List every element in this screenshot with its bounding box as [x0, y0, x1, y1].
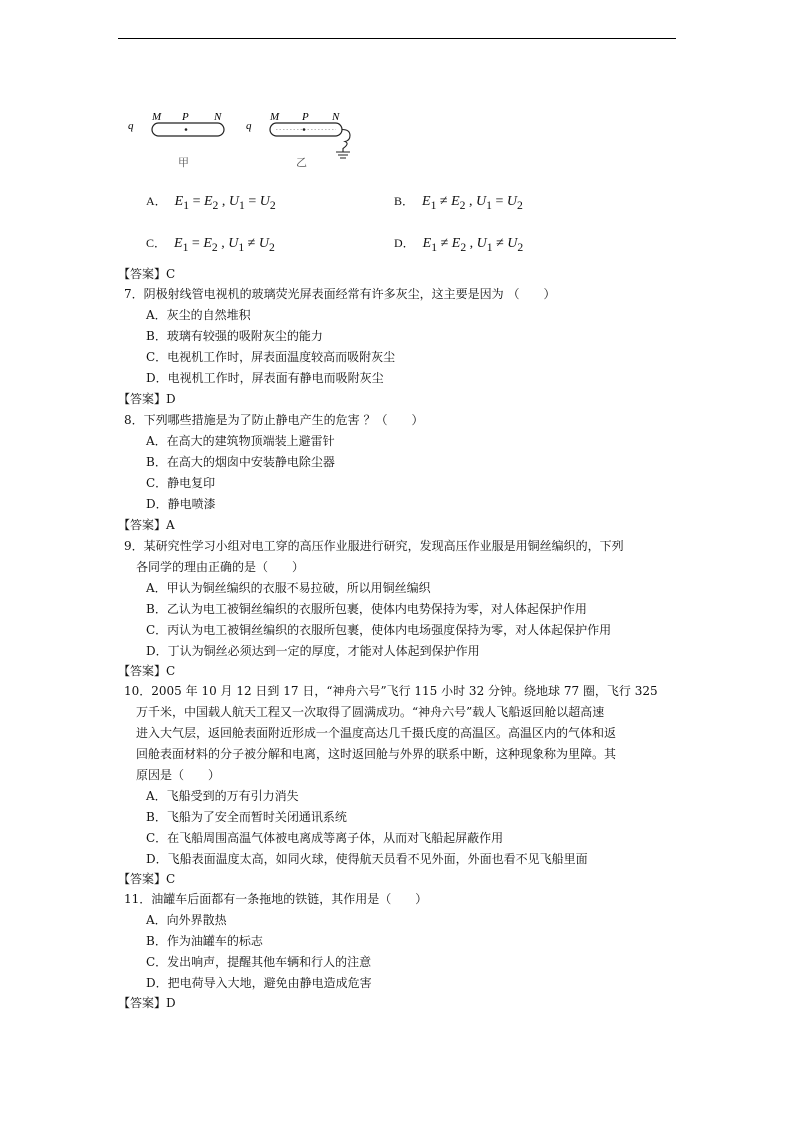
q8-stem: 8．下列哪些措施是为了防止静电产生的危害 ？（ ）	[124, 413, 424, 427]
q8-option-a: A．在高大的建筑物顶端装上避雷针	[146, 434, 335, 448]
q6-option-a: A． $E_1 = E_2$ , $U_1 = U_2$	[146, 194, 276, 212]
relation-sign: =	[191, 236, 200, 251]
q10-option-b: B．飞船为了安全而暂时关闭通讯系统	[146, 810, 347, 824]
option-label: B．	[394, 194, 415, 208]
conductor-rod	[152, 123, 224, 136]
relation-sign: ≠	[496, 236, 504, 251]
figure-left	[128, 111, 224, 169]
relation-sign: =	[192, 194, 201, 209]
point-p-dot	[185, 128, 188, 131]
q8-option-d: D．静电喷漆	[146, 497, 216, 511]
q8-option-b: B．在高大的烟囱中安装静电除尘器	[146, 455, 335, 469]
q10-stem-line3: 进入大气层，返回舱表面附近形成一个温度高达几千摄氏度的高温区。高温区内的气体和返	[136, 726, 617, 740]
answer-q10: 【答案】C	[118, 872, 176, 886]
q8-option-c: C．静电复印	[146, 476, 216, 490]
q10-option-c: C．在飞船周围高温气体被电离成等离子体，从而对飞船起屏蔽作用	[146, 831, 504, 845]
q7-option-b: B．玻璃有较强的吸附灰尘的能力	[146, 329, 323, 343]
header-rule	[118, 38, 676, 39]
q9-stem-line1: 9．某研究性学习小组对电工穿的高压作业服进行研究，发现高压作业服是用铜丝编织的，下列	[124, 539, 624, 553]
q6-option-b: B． $E_1 \ne E_2$ , $U_1 = U_2$	[394, 194, 523, 212]
ground-wire	[342, 130, 350, 153]
q10-stem-line5: 原因是（ ）	[136, 768, 221, 782]
answer-q6: 【答案】C	[118, 267, 176, 281]
q9-option-b: B．乙认为电工被铜丝编织的衣服所包裹，使体内电势保持为零，对人体起保护作用	[146, 602, 587, 616]
answer-q7: 【答案】D	[118, 392, 176, 406]
q10-stem-line4: 回舱表面材料的分子被分解和电离，这时返回舱与外界的联系中断，这种现象称为里障。其	[136, 747, 617, 761]
option-label: A．	[146, 194, 167, 208]
figure-right	[246, 111, 350, 169]
q11-stem: 11．油罐车后面都有一条拖地的铁链，其作用是（ ）	[124, 892, 428, 906]
relation-sign: =	[495, 194, 504, 209]
point-p-label: P	[182, 111, 189, 123]
q11-option-b: B．作为油罐车的标志	[146, 934, 263, 948]
relation-sign: ≠	[247, 236, 256, 251]
option-label: C．	[146, 236, 167, 250]
q11-option-c: C．发出响声，提醒其他车辆和行人的注意	[146, 955, 372, 969]
answer-q8: 【答案】A	[118, 518, 175, 532]
point-m-label: M	[270, 111, 280, 123]
answer-q9: 【答案】C	[118, 664, 176, 678]
q10-option-d: D．飞船表面温度太高，如同火球，使得航天员看不见外面，外面也看不见飞船里面	[146, 852, 588, 866]
q10-stem-line2: 万千米，中国载人航天工程又一次取得了圆满成功。“神舟六号”载人飞船返回舱以超高速	[136, 705, 605, 719]
q10-option-a: A．飞船受到的万有引力消失	[146, 789, 299, 803]
point-n-label: N	[332, 111, 340, 123]
option-label: D．	[394, 236, 415, 250]
q10-stem-line1: 10．2005 年 10 月 12 日到 17 日，“神舟六号”飞行 115 小时 32 分钟。绕地球 77 圈，飞行 325	[124, 684, 658, 698]
q7-option-a: A．灰尘的自然堆积	[146, 308, 251, 322]
q7-stem: 7．阴极射线管电视机的玻璃荧光屏表面经常有许多灰尘，这主要是因为 （ ）	[124, 287, 556, 301]
q7-option-c: C．电视机工作时，屏表面温度较高而吸附灰尘	[146, 350, 396, 364]
charge-label: q	[128, 120, 134, 132]
answer-q11: 【答案】D	[118, 996, 176, 1010]
q6-option-d: D． $E_1 \ne E_2$ , $U_1 \ne U_2$	[394, 236, 524, 254]
ground-icon	[336, 152, 350, 158]
relation-sign: =	[248, 194, 257, 209]
point-p-label: P	[302, 111, 309, 123]
q11-option-a: A．向外界散热	[146, 913, 227, 927]
point-n-label: N	[214, 111, 222, 123]
q9-option-a: A．甲认为铜丝编织的衣服不易拉破，所以用铜丝编织	[146, 581, 431, 595]
relation-sign: ≠	[439, 194, 448, 209]
q9-option-c: C．丙认为电工被铜丝编织的衣服所包裹，使体内电场强度保持为零，对人体起保护作用	[146, 623, 612, 637]
figure-caption: 乙	[296, 156, 307, 169]
q6-option-c: C． $E_1 = E_2$ , $U_1 \ne U_2$	[146, 236, 275, 254]
q7-option-d: D．电视机工作时，屏表面有静电而吸附灰尘	[146, 371, 384, 385]
point-m-label: M	[152, 111, 162, 123]
conductor-figure	[118, 100, 378, 180]
q9-stem-line2: 各同学的理由正确的是（ ）	[136, 560, 305, 574]
q9-option-d: D．丁认为铜丝必须达到一定的厚度，才能对人体起到保护作用	[146, 644, 480, 658]
relation-sign: ≠	[440, 236, 449, 251]
charge-label: q	[246, 120, 252, 132]
point-p-dot	[303, 128, 306, 131]
figure-caption: 甲	[178, 156, 189, 169]
q11-option-d: D．把电荷导入大地，避免由静电造成危害	[146, 976, 372, 990]
